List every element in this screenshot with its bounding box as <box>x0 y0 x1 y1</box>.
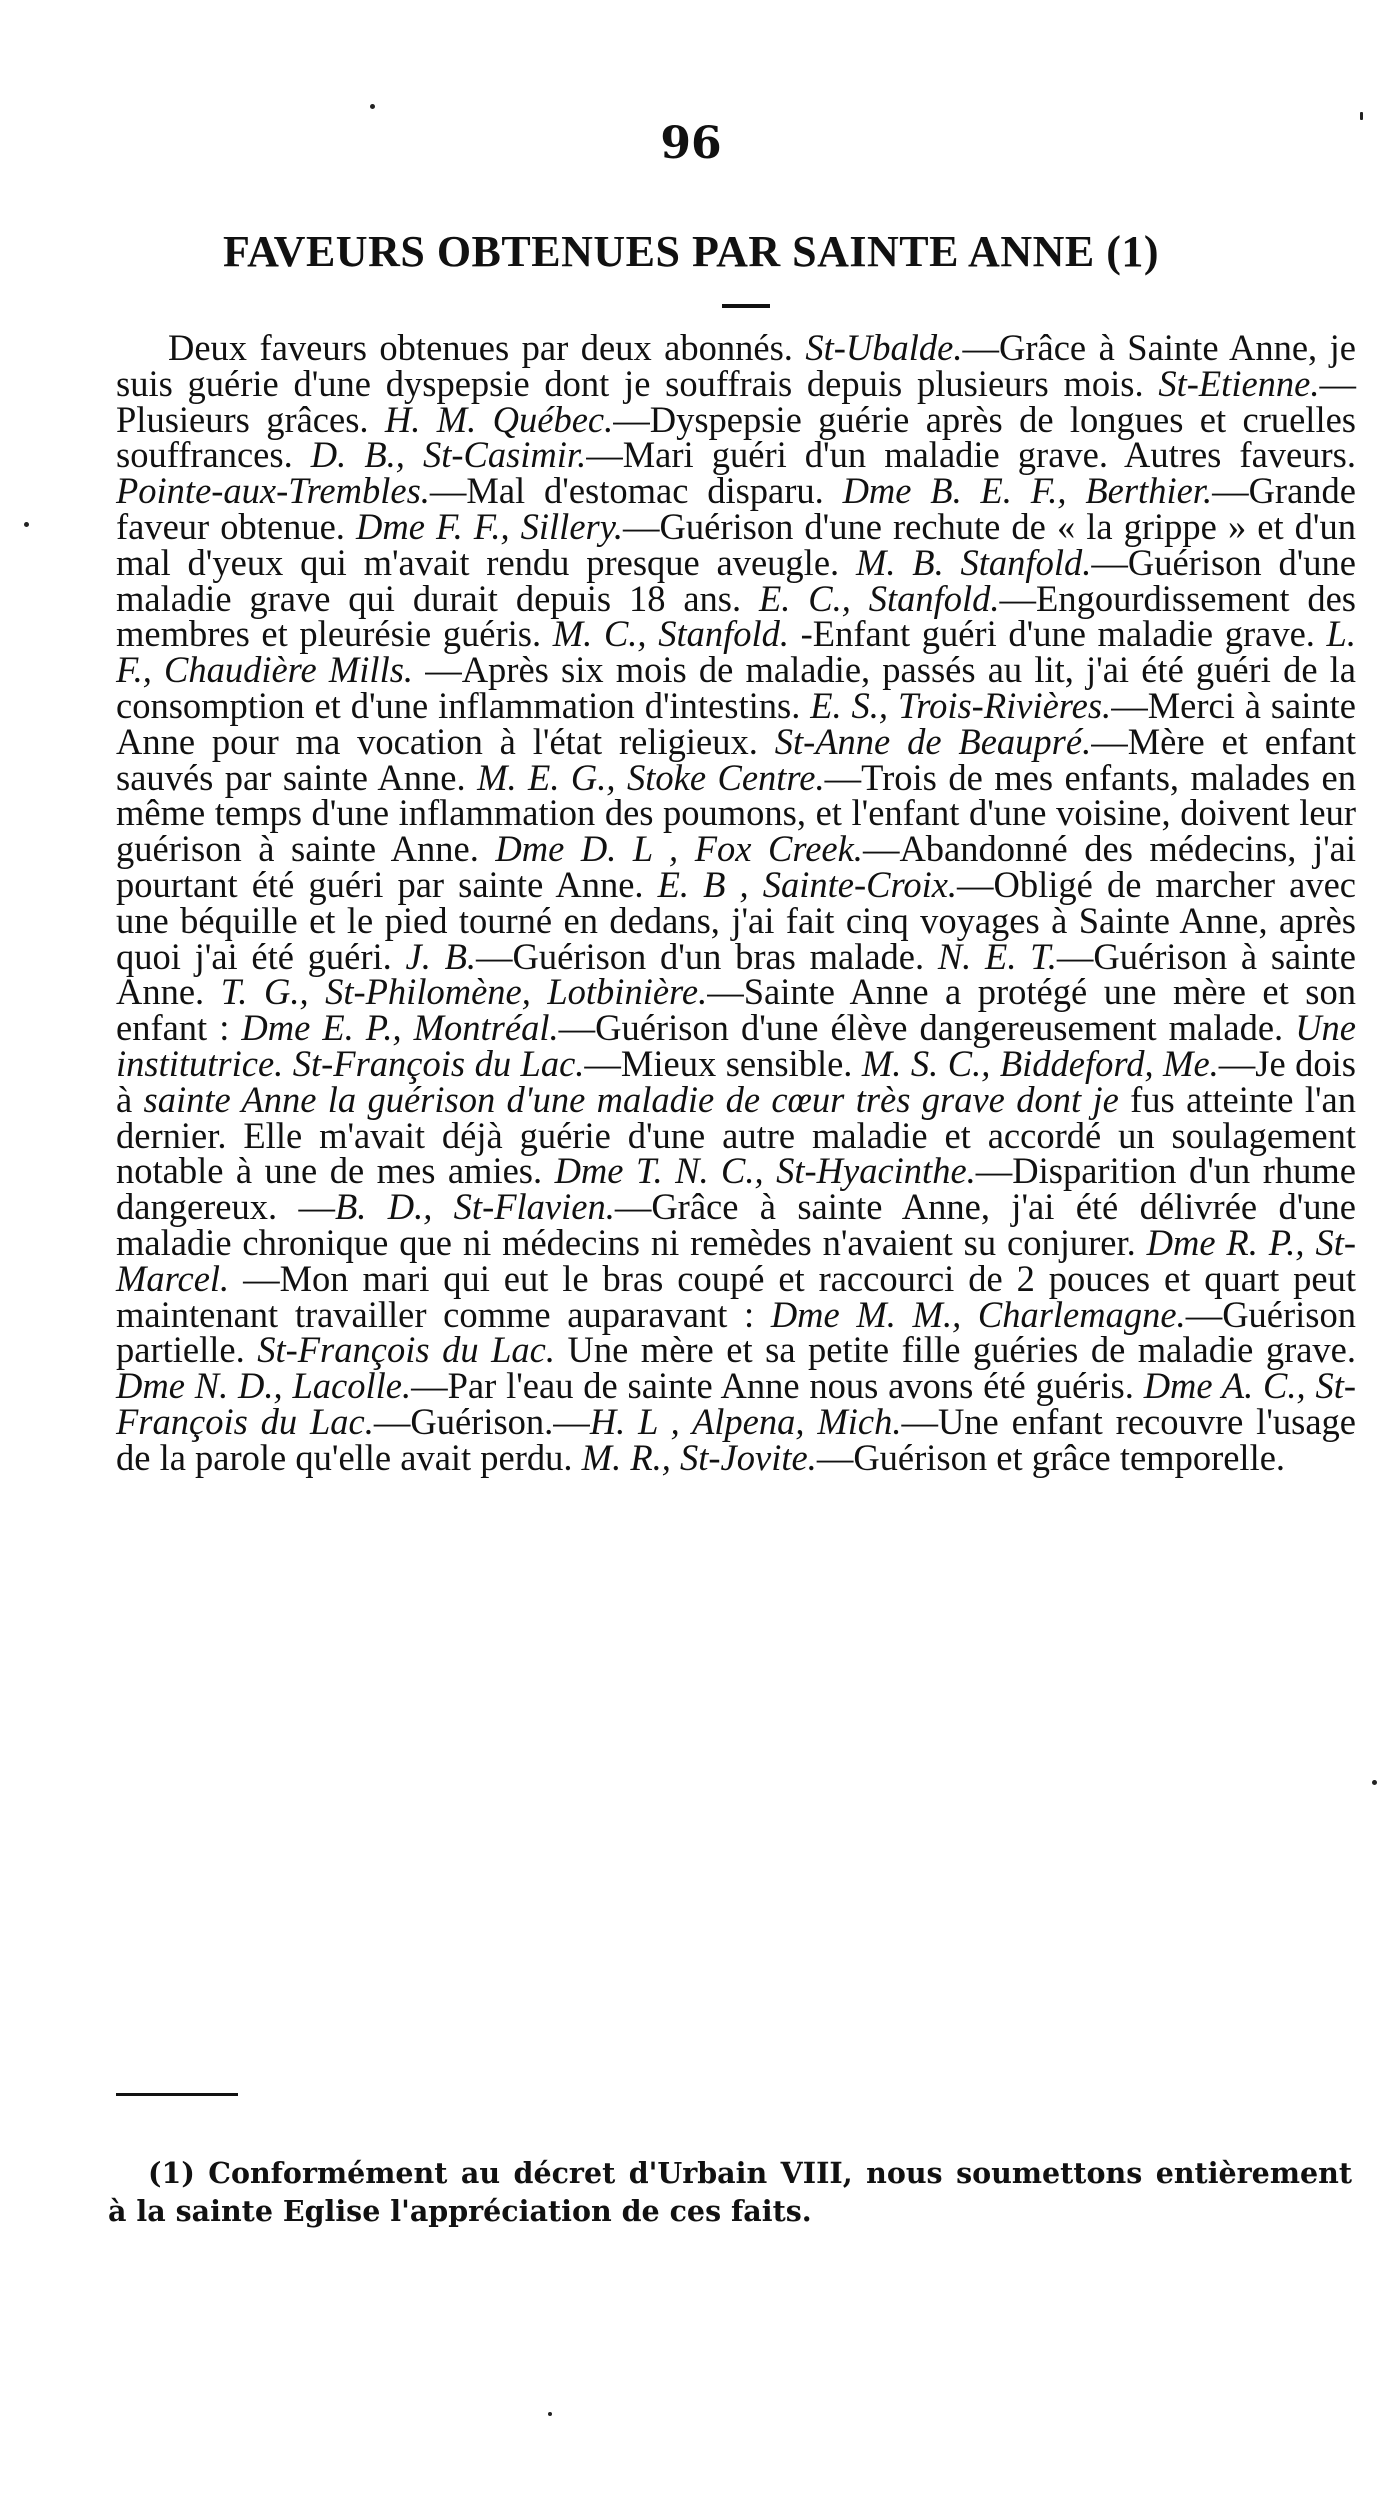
entry-signature: M. S. C., Biddeford, Me. <box>861 1042 1219 1084</box>
entry-signature: St-François du Lac. <box>257 1329 555 1371</box>
entry-signature: Dme B. E. F., Berthier. <box>842 470 1213 512</box>
entry-text: fus atteinte l'an dernier. Elle m'avait déjà guérie d'une autre maladie et accordé un soulagement notable à une de mes amies. <box>116 1078 1356 1192</box>
entry-text: —Guérison.— <box>373 1400 590 1442</box>
entry-text: —Disparition d'un rhume dangereux. — <box>116 1150 1356 1228</box>
footnote <box>108 2154 1352 2230</box>
entry-signature: H. L , Alpena, Mich. <box>589 1400 902 1442</box>
entry-text: —Grâce à sainte Anne, j'ai été délivrée d'une maladie chronique que ni médecins ni remèdes n'avaient su conjurer. <box>116 1186 1356 1263</box>
entry-signature: M. E. G., Stoke Centre. <box>477 756 825 798</box>
entry-signature: E. S., Trois-Rivières. <box>810 684 1112 726</box>
title-divider <box>722 304 770 308</box>
entry-signature: D. B., St-Casimir. <box>310 434 587 476</box>
entry-text: —Sainte Anne a protégé une mère et son enfant : <box>116 971 1356 1049</box>
ink-speck <box>370 104 375 109</box>
entry-signature: N. E. T. <box>937 935 1057 977</box>
entry-text: —Plusieurs grâces. <box>116 362 1356 440</box>
entry-signature: Dme N. D., Lacolle. <box>116 1365 412 1407</box>
page-title: FAVEURS OBTENUES PAR SAINTE ANNE (1) <box>222 227 1160 276</box>
entry-text: —Après six mois de maladie, passés au lit, j'ai été guéri de la consomption et d'une inflammation d'intestins. <box>116 649 1357 726</box>
ink-speck <box>24 522 29 527</box>
entry-text: —Mon mari qui eut le bras coupé et raccourci de 2 pouces et quart peut maintenant travailler comme auparavant : <box>116 1257 1356 1335</box>
entry-signature: H. M. Québec. <box>384 398 614 440</box>
footnote-text: (1) Conformément au décret d'Urbain VIII, nous soumettons entièrement à la sainte Eglise l'appréciation de ces faits. <box>108 2156 1352 2228</box>
entry-text: —Mari guéri d'un maladie grave. Autres faveurs. <box>586 434 1356 476</box>
entry-signature: St-Ubalde. <box>805 327 963 368</box>
entry-text: —Une enfant recouvre l'usage de la parole qu'elle avait perdu. <box>116 1400 1356 1478</box>
entry-text: —Trois de mes enfants, malades en même temps d'une inflammation des poumons, et l'enfant d'une voisine, doivent leur guérison à sainte Anne. <box>116 756 1356 870</box>
entry-text: —Mieux sensible. <box>584 1042 862 1084</box>
entry-signature: Une institutrice. St-François du Lac. <box>116 1007 1357 1084</box>
footnote-divider <box>116 2093 238 2096</box>
entry-signature: Dme E. P., Montréal. <box>241 1007 559 1049</box>
entry-signature: Dme R. P., St-Marcel. <box>116 1221 1356 1299</box>
entry-signature: Dme F. F., Sillery. <box>356 505 624 547</box>
entry-text: —Grâce à Sainte Anne, je suis guérie d'une dyspepsie dont je souffrais depuis plusieurs mois. <box>116 327 1356 404</box>
entry-signature: B. D., St-Flavien. <box>334 1186 615 1228</box>
entry-signature: T. G., St-Philomène, Lotbinière. <box>220 971 708 1013</box>
entry-signature: Dme D. L , Fox Creek. <box>495 828 863 870</box>
entry-text: —Obligé de marcher avec une béquille et le pied tourné en dedans, j'ai fait cinq voyages à Sainte Anne, après quoi j'ai été guéri. <box>116 863 1356 977</box>
entry-text: —Guérison d'une rechute de « la grippe » et d'un mal d'yeux qui m'avait rendu presque aveugle. <box>116 505 1356 583</box>
entry-signature: Pointe-aux-Trembles. <box>116 470 430 512</box>
ink-speck <box>1372 1780 1377 1785</box>
entry-text: —Mal d'estomac disparu. <box>429 470 843 512</box>
entry-signature: Dme M. M., Charlemagne. <box>770 1293 1186 1335</box>
entry-text: —Guérison d'un bras malade. <box>475 935 938 977</box>
entry-signature: E. B , Sainte-Croix. <box>657 863 958 905</box>
entry-text: —Guérison partielle. <box>116 1293 1356 1371</box>
entry-text: —Mère et enfant sauvés par sainte Anne. <box>116 720 1356 798</box>
entry-signature: M. B. Stanfold. <box>855 541 1092 583</box>
entry-text: Une mère et sa petite fille guéries de maladie grave. <box>554 1329 1356 1371</box>
entry-text: —Guérison d'une maladie grave qui durait depuis 18 ans. <box>116 541 1356 619</box>
entry-text: —Je dois à <box>116 1042 1357 1120</box>
entry-text: —Par l'eau de sainte Anne nous avons été guéris. <box>411 1365 1144 1407</box>
body-text <box>116 327 1357 1478</box>
entry-signature: M. R., St-Jovite. <box>581 1436 817 1478</box>
body-paragraph <box>116 327 1357 1478</box>
entry-text: —Guérison d'une élève dangereusement malade. <box>558 1007 1296 1049</box>
entry-text: —Engourdissement des membres et pleurésie guéris. <box>116 577 1356 655</box>
entry-text: —Guérison et grâce temporelle. <box>816 1436 1286 1478</box>
entry-signature: sainte Anne la guérison d'une maladie de cœur très grave dont je <box>143 1078 1119 1120</box>
entry-text: Deux faveurs obtenues par deux abonnés. <box>168 327 806 368</box>
entry-signature: J. B. <box>405 935 476 977</box>
entry-signature: Dme T. N. C., St-Hyacinthe. <box>554 1150 976 1192</box>
entry-signature: E. C., Stanfold. <box>758 577 1000 619</box>
entry-signature: L. F., Chaudière Mills. <box>116 613 1356 691</box>
entry-text: —Abandonné des médecins, j'ai pourtant été guéri par sainte Anne. <box>116 828 1356 905</box>
entry-text: -Enfant guéri d'une maladie grave. <box>789 613 1327 655</box>
page-number: 96 <box>660 118 722 169</box>
entry-text: —Guérison à sainte Anne. <box>116 935 1356 1013</box>
entry-signature: M. C., Stanfold. <box>552 613 789 655</box>
entry-text: —Grande faveur obtenue. <box>116 470 1356 547</box>
entry-text: —Dyspepsie guérie après de longues et cruelles souffrances. <box>116 398 1356 476</box>
ink-speck <box>548 2412 552 2416</box>
entry-signature: St-Anne de Beaupré. <box>774 720 1092 762</box>
entry-signature: Dme A. C., St-François du Lac. <box>116 1365 1356 1442</box>
entry-signature: St-Etienne. <box>1158 362 1320 404</box>
entry-text: —Merci à sainte Anne pour ma vocation à l'état religieux. <box>116 684 1356 762</box>
